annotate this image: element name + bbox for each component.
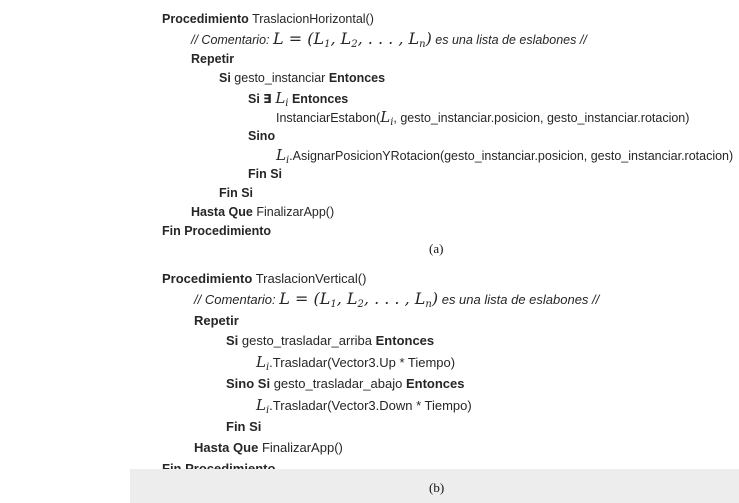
a-asignar-call: .AsignarPosicionYRotacion(gesto_instanciar.posicion, gesto_instanciar.rotacion)	[289, 149, 734, 163]
b-finalizar: FinalizarApp()	[261, 440, 343, 455]
a-fin-proc: Fin Procedimiento	[162, 224, 272, 238]
b-proc-name: TraslacionVertical()	[255, 271, 367, 286]
a-si-exists-keyword: Si ∃	[248, 92, 272, 106]
b-comment	[194, 291, 599, 308]
b-si-arriba	[226, 333, 434, 349]
a-asignar	[276, 147, 733, 164]
b-repetir: Repetir	[194, 313, 239, 328]
b-comment-math: $L = (L_1$, $L_2$, . . . , $L_n$)	[279, 289, 439, 310]
b-trasladar-down-call: .Trasladar(Vector3.Down * Tiempo)	[269, 398, 472, 413]
b-cond-arriba: gesto_trasladar_arriba	[241, 333, 372, 348]
b-trasladar-down	[256, 397, 472, 414]
b-li-math: $L_i$	[256, 353, 270, 373]
a-instanciar	[276, 109, 689, 126]
a-li-math: $L_i$	[275, 89, 289, 109]
caption-b: (b)	[429, 480, 445, 495]
b-proc-keyword: Procedimiento	[162, 271, 253, 286]
b-comment-suffix: es una lista de eslabones //	[441, 292, 600, 307]
b-proc-header	[162, 271, 366, 287]
b-trasladar-up	[256, 354, 455, 371]
a-li-math-3: $L_i$	[276, 146, 290, 166]
b-trasladar-up-call: .Trasladar(Vector3.Up * Tiempo)	[269, 355, 456, 370]
a-repetir: Repetir	[191, 52, 235, 66]
caption-a: (a)	[429, 241, 444, 256]
a-hasta-que-keyword: Hasta Que	[191, 205, 253, 219]
a-condition: gesto_instanciar	[234, 71, 326, 85]
b-si-keyword: Si	[226, 333, 239, 348]
a-li-math-2: $L_i$	[380, 108, 394, 128]
a-proc-keyword: Procedimiento	[162, 12, 249, 26]
b-li-math-2: $L_i$	[256, 396, 270, 416]
a-si-exists	[248, 90, 348, 107]
b-entonces-keyword: Entonces	[375, 333, 435, 348]
a-proc-header	[162, 11, 374, 27]
a-finalizar: FinalizarApp()	[256, 205, 335, 219]
a-comment-prefix: // Comentario:	[191, 33, 270, 47]
a-fin-si-outer: Fin Si	[219, 186, 254, 200]
a-si-keyword: Si	[219, 71, 231, 85]
a-fin-si-inner: Fin Si	[248, 167, 283, 181]
a-comment-math: $L = (L_1$, $L_2$, . . . , $L_n$)	[273, 29, 432, 50]
a-proc-name: TraslacionHorizontal()	[252, 12, 374, 26]
a-comment-suffix: es una lista de eslabones //	[435, 33, 587, 47]
b-hasta-que	[194, 440, 343, 456]
a-instanciar-args: , gesto_instanciar.posicion, gesto_instanciar.rotacion)	[393, 111, 690, 125]
b-fin-si: Fin Si	[226, 419, 262, 434]
a-entonces-keyword: Entonces	[328, 71, 386, 85]
a-comment	[191, 31, 587, 48]
a-instanciar-call: InstanciarEstabon(	[276, 111, 381, 125]
b-sino-si-keyword: Sino Si	[226, 376, 271, 391]
a-hasta-que	[191, 204, 334, 220]
b-sino-si-abajo	[226, 376, 464, 392]
a-entonces-keyword-2: Entonces	[291, 92, 349, 106]
b-cond-abajo: gesto_trasladar_abajo	[273, 376, 403, 391]
a-sino: Sino	[248, 129, 276, 143]
b-entonces-keyword-2: Entonces	[405, 376, 465, 391]
b-comment-prefix: // Comentario:	[194, 292, 276, 307]
a-si-gesto	[219, 70, 385, 86]
b-hasta-que-keyword: Hasta Que	[194, 440, 259, 455]
